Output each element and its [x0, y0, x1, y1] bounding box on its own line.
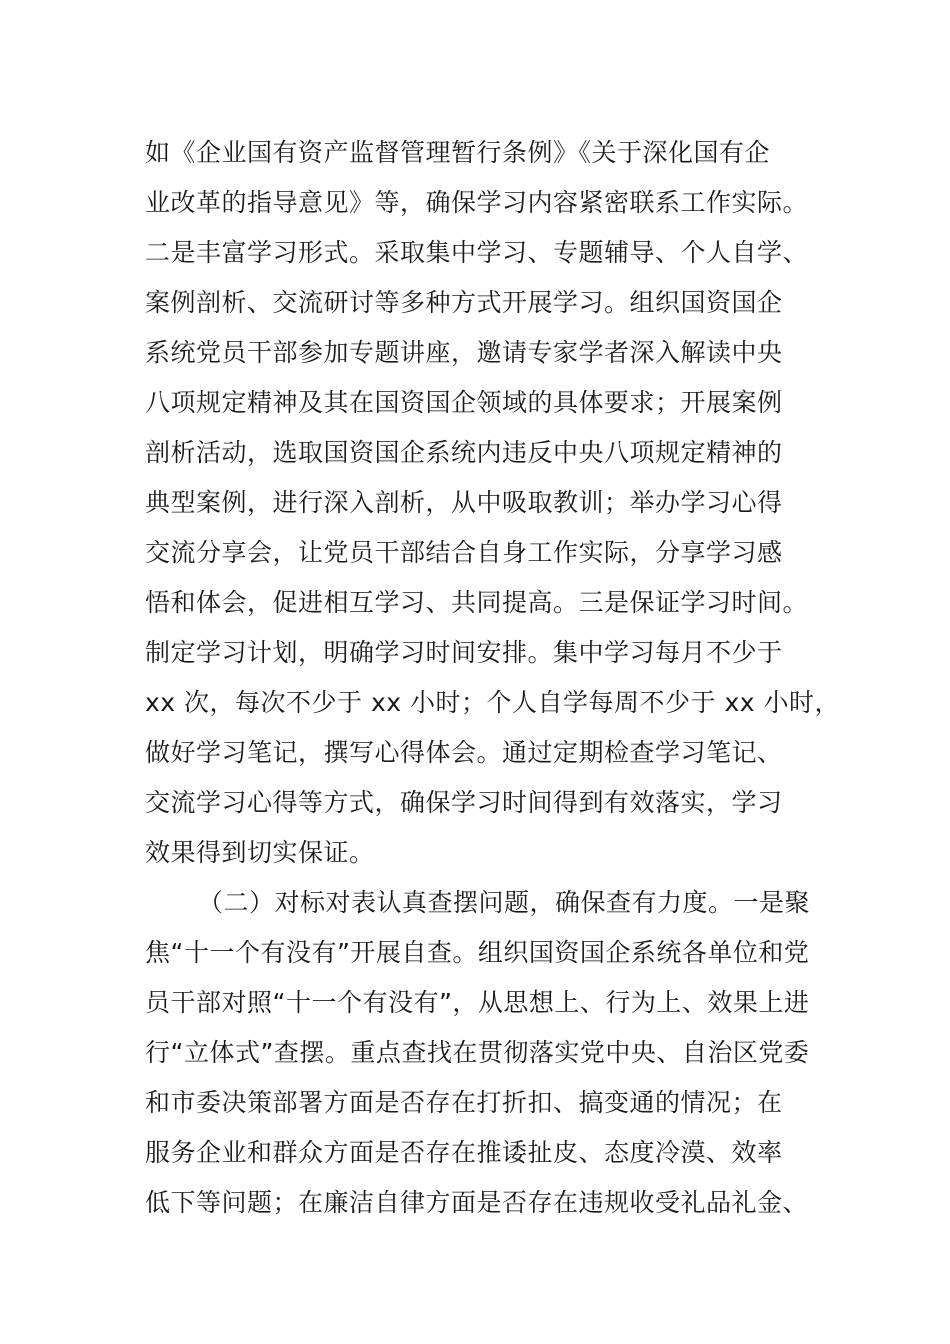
text-line: 业改革的指导意见》等，确保学习内容紧密联系工作实际。	[145, 188, 809, 217]
text-line: 服务企业和群众方面是否存在推诿扯皮、态度冷漠、效率	[145, 1138, 783, 1167]
text-line: 和市委决策部署方面是否存在打折扣、搞变通的情况；在	[145, 1088, 783, 1117]
text-line: 交流学习心得等方式，确保学习时间得到有效落实，学习	[145, 788, 783, 817]
text-line: 员干部对照“十一个有没有”，从思想上、行为上、效果上进	[145, 988, 810, 1017]
text-line: 行“立体式”查摆。重点查找在贯彻落实党中央、自治区党委	[145, 1038, 810, 1067]
text-line: 典型案例，进行深入剖析，从中吸取教训；举办学习心得	[145, 488, 783, 517]
text-line: 焦“十一个有没有”开展自查。组织国资国企系统各单位和党	[145, 938, 810, 967]
text-line: xx 次，每次不少于 xx 小时；个人自学每周不少于 xx 小时，	[145, 688, 841, 717]
text-line: 剖析活动，选取国资国企系统内违反中央八项规定精神的	[145, 438, 783, 467]
body-text	[145, 128, 845, 1228]
text-line: 低下等问题；在廉洁自律方面是否存在违规收受礼品礼金、	[145, 1188, 809, 1217]
text-line: 效果得到切实保证。	[145, 838, 375, 867]
section-heading-line: （二）对标对表认真查摆问题，确保查有力度。一是聚	[198, 888, 811, 917]
text-line: 八项规定精神及其在国资国企领域的具体要求；开展案例	[145, 388, 783, 417]
text-line: 案例剖析、交流研讨等多种方式开展学习。组织国资国企	[145, 288, 783, 317]
text-line: 制定学习计划，明确学习时间安排。集中学习每月不少于	[145, 638, 783, 667]
text-line: 如《企业国有资产监督管理暂行条例》《关于深化国有企	[145, 138, 771, 167]
text-line: 悟和体会，促进相互学习、共同提高。三是保证学习时间。	[145, 588, 809, 617]
text-line: 系统党员干部参加专题讲座，邀请专家学者深入解读中央	[145, 338, 783, 367]
text-line: 二是丰富学习形式。采取集中学习、专题辅导、个人自学、	[145, 238, 809, 267]
text-line: 做好学习笔记，撰写心得体会。通过定期检查学习笔记、	[145, 738, 783, 767]
text-line: 交流分享会，让党员干部结合自身工作实际，分享学习感	[145, 538, 783, 567]
